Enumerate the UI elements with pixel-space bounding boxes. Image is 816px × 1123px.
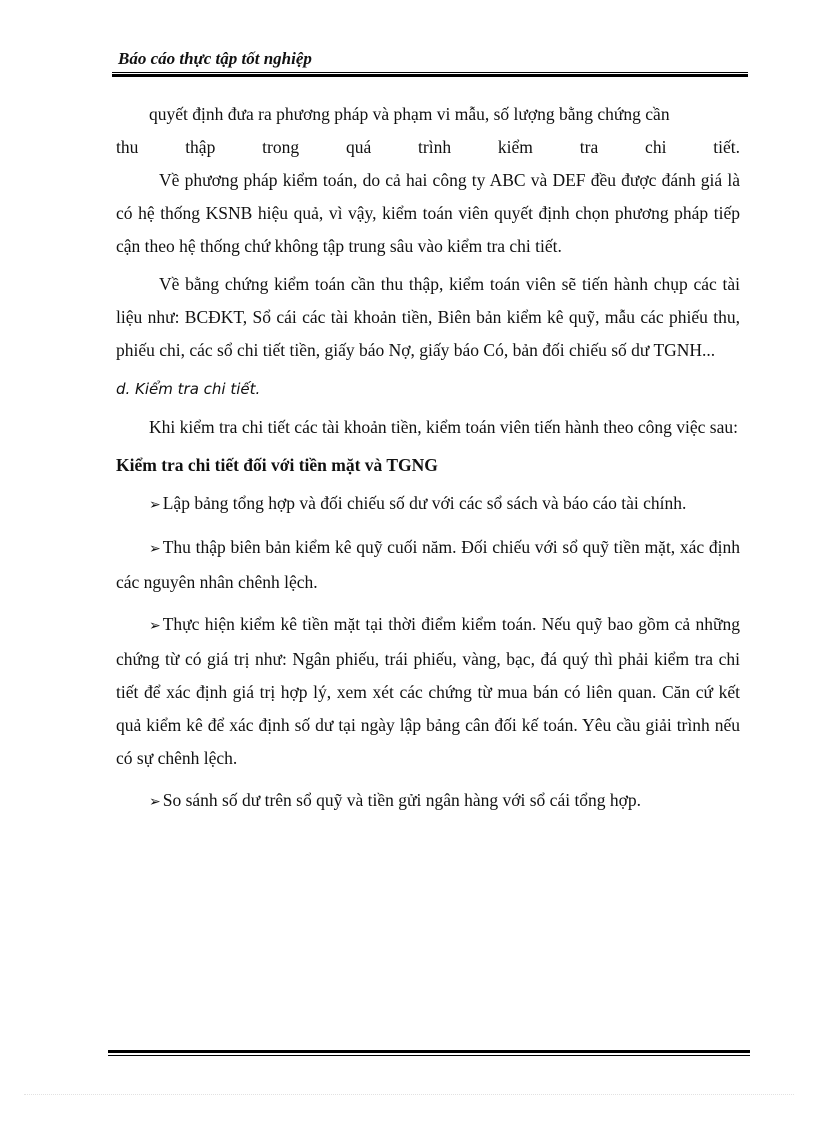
footer-rule-thin <box>108 1055 750 1056</box>
paragraph-evidence: Về bằng chứng kiểm toán cần thu thập, kiểm toán viên sẽ tiến hành chụp các tài liệu như: BCĐKT, Sổ cái các tài khoản tiền, Biên bản kiểm kê quỹ, mẫu các phiếu thu, phiếu chi, các sổ chi tiết tiền, giấy báo Nợ, giấy báo Có, bản đối chiếu số dư TGNH... <box>116 274 740 360</box>
arrow-bullet-icon: ➢ <box>149 794 161 810</box>
bullet-item-2 <box>116 531 740 599</box>
arrow-bullet-icon: ➢ <box>149 497 161 513</box>
paragraph-detail: Khi kiểm tra chi tiết các tài khoản tiền, kiểm toán viên tiến hành theo công việc sau: <box>149 417 738 437</box>
bullet-text-2: Thu thập biên bản kiểm kê quỹ cuối năm. Đối chiếu với sổ quỹ tiền mặt, xác định các nguyên nhân chênh lệch. <box>116 537 740 592</box>
bullet-item-4 <box>116 784 740 819</box>
paragraph-intro-line2: thu thập trong quá trình kiểm tra chi tiết. <box>116 137 740 157</box>
header-rule-thin <box>112 72 748 73</box>
header-title: Báo cáo thực tập tốt nghiệp <box>118 49 312 68</box>
subheading-text: d. Kiểm tra chi tiết. <box>116 380 261 398</box>
page-content <box>116 98 740 819</box>
bullet-text-3: Thực hiện kiểm kê tiền mặt tại thời điểm kiểm toán. Nếu quỹ bao gồm cả những chứng từ có giá trị như: Ngân phiếu, trái phiếu, vàng, bạc, đá quý thì phải kiểm tra chi tiết để xác định giá trị hợp lý, xem xét các chứng từ mua bán có liên quan. Căn cứ kết quả kiểm kê để xác định số dư tại ngày lập bảng cân đối kế toán. Yêu cầu giải trình nếu có sự chênh lệch. <box>116 614 740 768</box>
page-footer <box>108 1050 750 1056</box>
arrow-bullet-icon: ➢ <box>149 541 161 557</box>
section-heading: Kiểm tra chi tiết đối với tiền mặt và TGNG <box>116 455 438 475</box>
bullet-text-4: So sánh số dư trên sổ quỹ và tiền gửi ngân hàng với sổ cái tổng hợp. <box>162 790 642 810</box>
page-header <box>112 48 748 77</box>
bullet-item-1 <box>116 487 740 522</box>
paragraph-method: Về phương pháp kiểm toán, do cả hai công ty ABC và DEF đều được đánh giá là có hệ thống KSNB hiệu quả, vì vậy, kiểm toán viên quyết định chọn phương pháp tiếp cận theo hệ thống chứ không tập trung sâu vào kiểm tra chi tiết. <box>116 170 740 256</box>
paragraph-intro-line1: quyết định đưa ra phương pháp và phạm vi mẫu, số lượng bằng chứng cần <box>149 104 670 124</box>
bullet-text-1: Lập bảng tổng hợp và đối chiếu số dư với các sổ sách và báo cáo tài chính. <box>162 493 687 513</box>
footer-rule-thick <box>108 1050 750 1053</box>
page-edge-divider <box>24 1094 794 1095</box>
header-rule-thick <box>112 74 748 77</box>
arrow-bullet-icon: ➢ <box>149 618 161 634</box>
subheading-detail-check <box>116 372 740 406</box>
bullet-item-3 <box>116 608 740 775</box>
